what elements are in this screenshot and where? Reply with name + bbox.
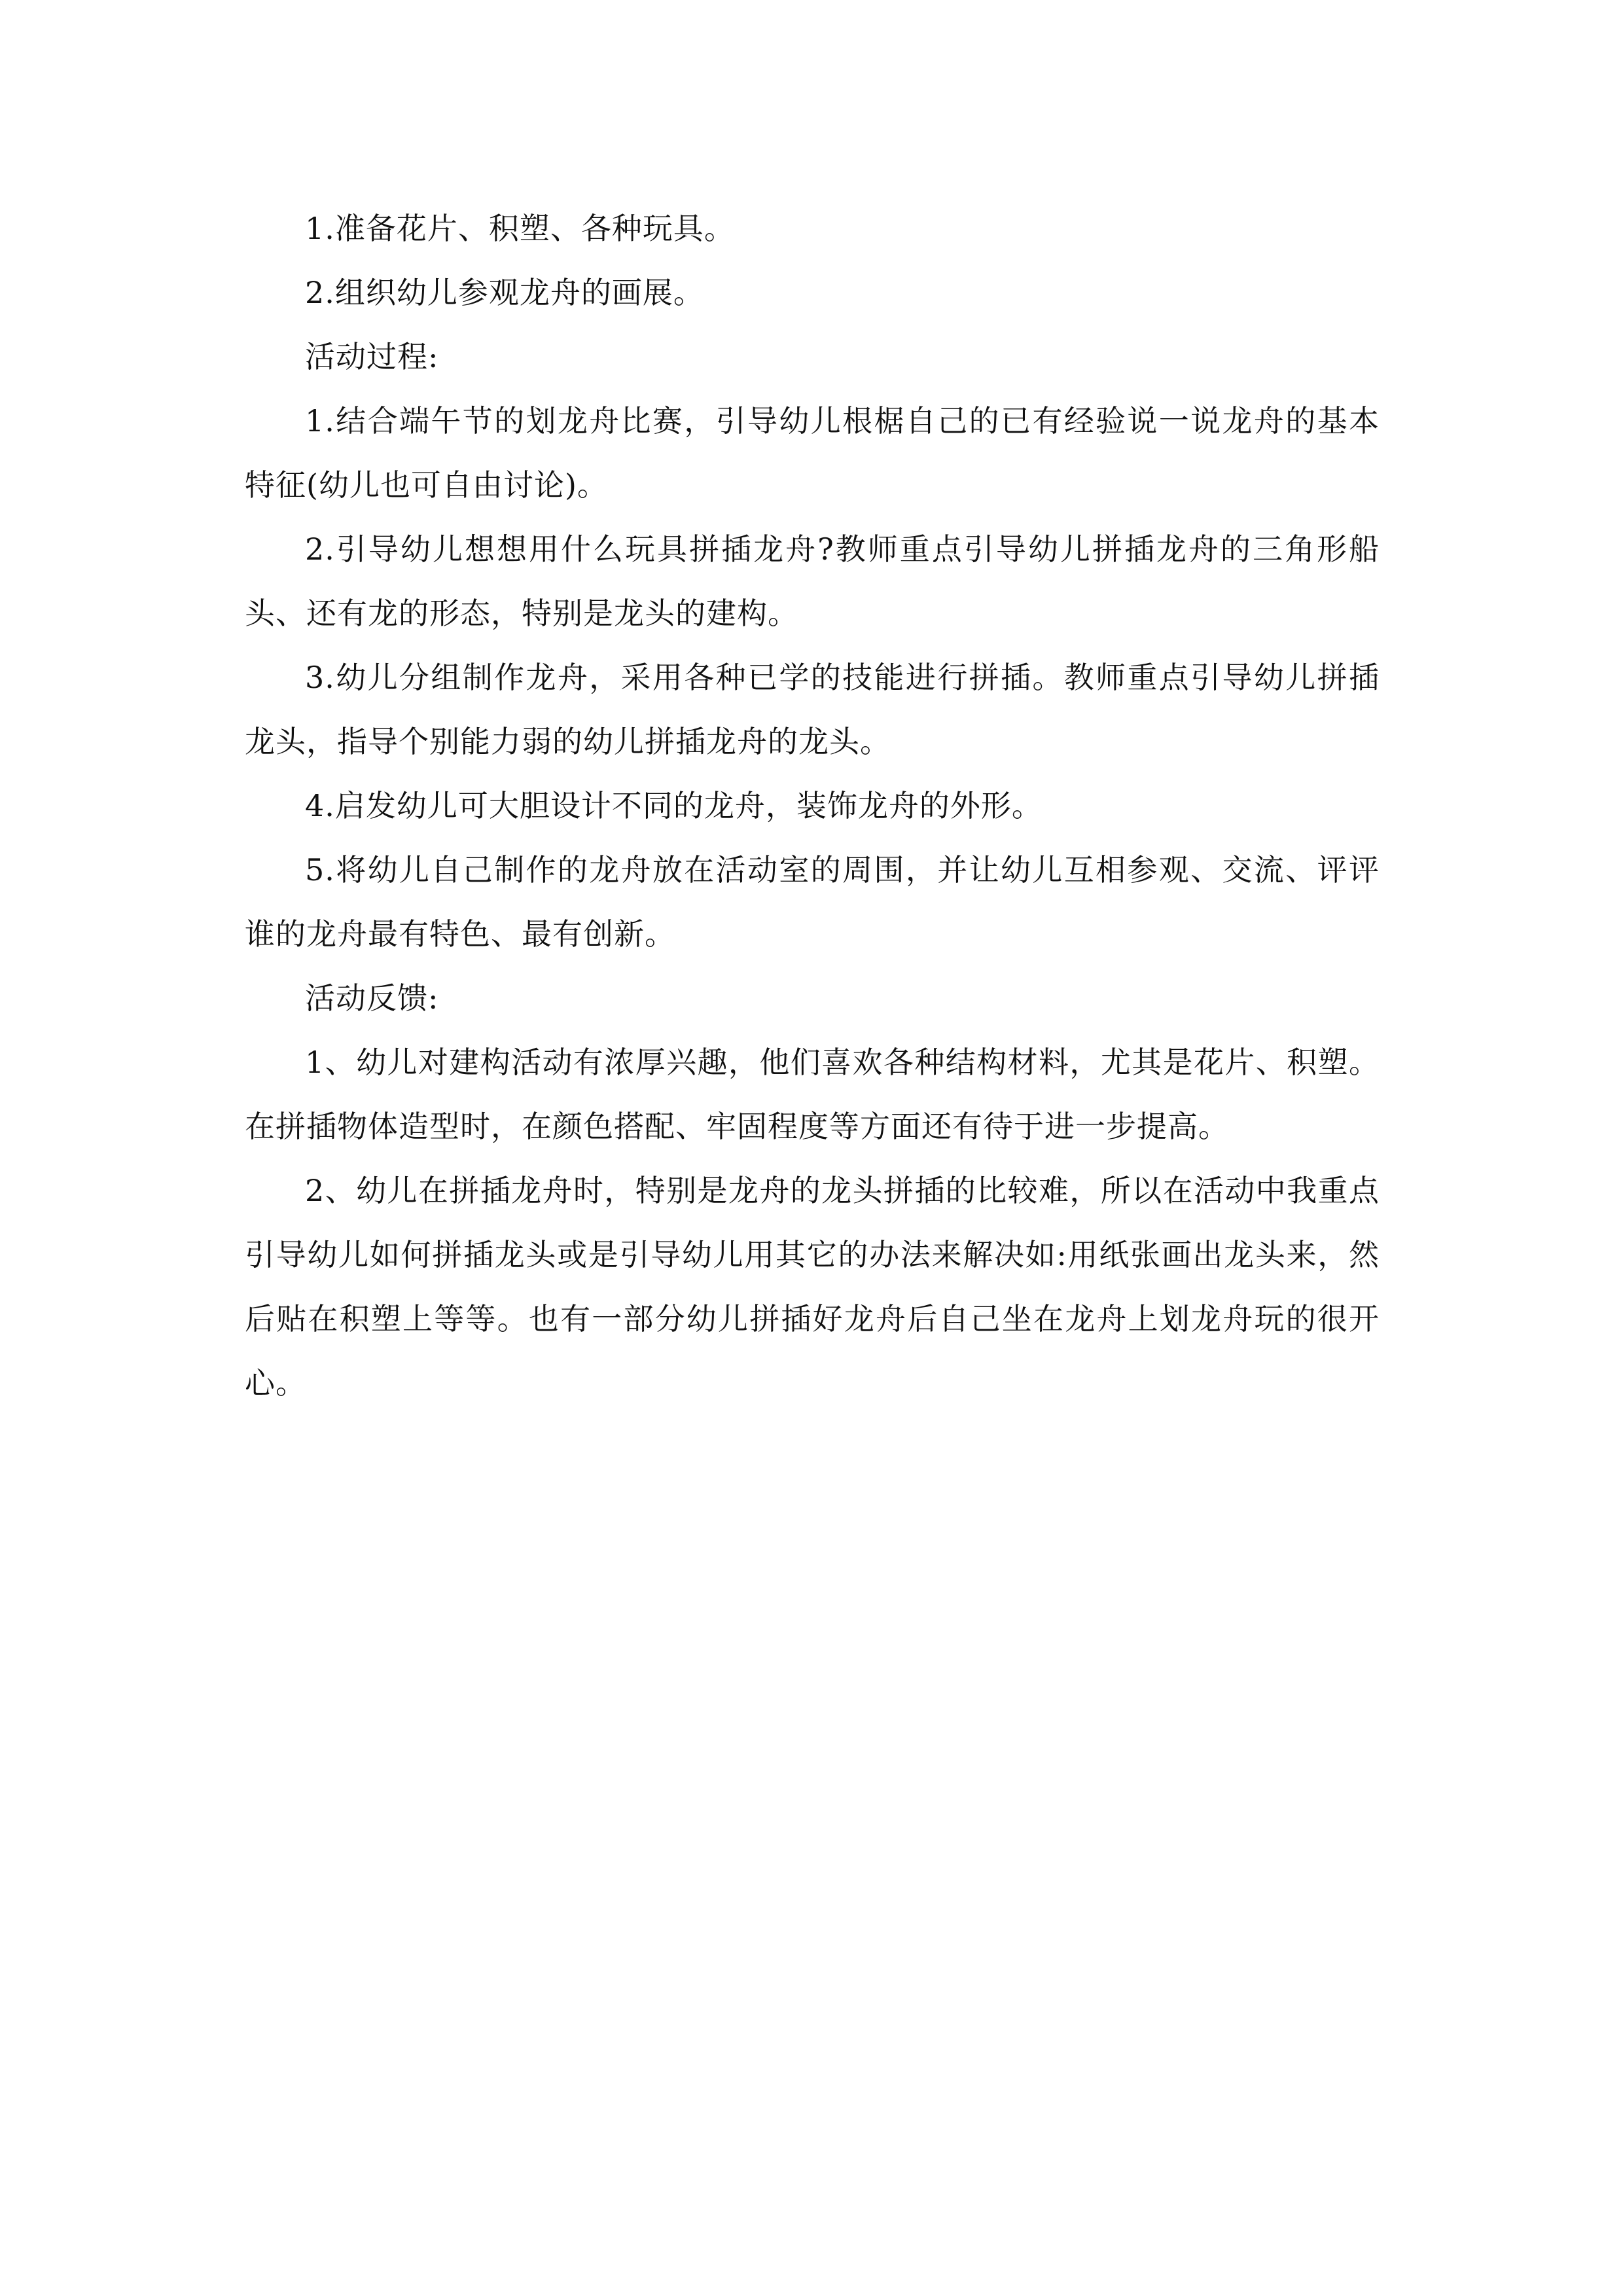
paragraph-process-3: 3.幼儿分组制作龙舟，采用各种已学的技能进行拼插。教师重点引导幼儿拼插龙头，指导个别能力弱的幼儿拼插龙舟的龙头。: [245, 660, 1380, 759]
paragraph-feedback-1: 1、幼儿对建构活动有浓厚兴趣，他们喜欢各种结构材料，尤其是花片、积塑。在拼插物体造型时，在颜色搭配、牢固程度等方面还有待于进一步提高。: [245, 1045, 1380, 1144]
paragraph-process-2: 2.引导幼儿想想用什么玩具拼插龙舟?教师重点引导幼儿拼插龙舟的三角形船头、还有龙的形态，特别是龙头的建构。: [245, 531, 1380, 631]
paragraph-process-4: 4.启发幼儿可大胆设计不同的龙舟，装饰龙舟的外形。: [305, 788, 1043, 823]
section-heading-process: 活动过程:: [305, 339, 439, 374]
paragraph-prep-2: 2.组织幼儿参观龙舟的画展。: [305, 275, 704, 310]
paragraph-process-5: 5.将幼儿自己制作的龙舟放在活动室的周围，并让幼儿互相参观、交流、评评谁的龙舟最有特色、最有创新。: [245, 852, 1380, 952]
paragraph-process-1: 1.结合端午节的划龙舟比赛，引导幼儿根椐自己的已有经验说一说龙舟的基本特征(幼儿也可自由讨论)。: [245, 403, 1380, 503]
paragraph-feedback-2: 2、幼儿在拼插龙舟时，特别是龙舟的龙头拼插的比较难，所以在活动中我重点引导幼儿如何拼插龙头或是引导幼儿用其它的办法来解决如:用纸张画出龙头来，然后贴在积塑上等等。也有一部分幼儿拼插好龙舟后自己坐在龙舟上划龙舟玩的很开心。: [245, 1173, 1380, 1401]
document-body: [245, 196, 1380, 1415]
paragraph-prep-1: 1.准备花片、积塑、各种玩具。: [305, 211, 735, 246]
section-heading-feedback: 活动反馈:: [305, 980, 439, 1016]
